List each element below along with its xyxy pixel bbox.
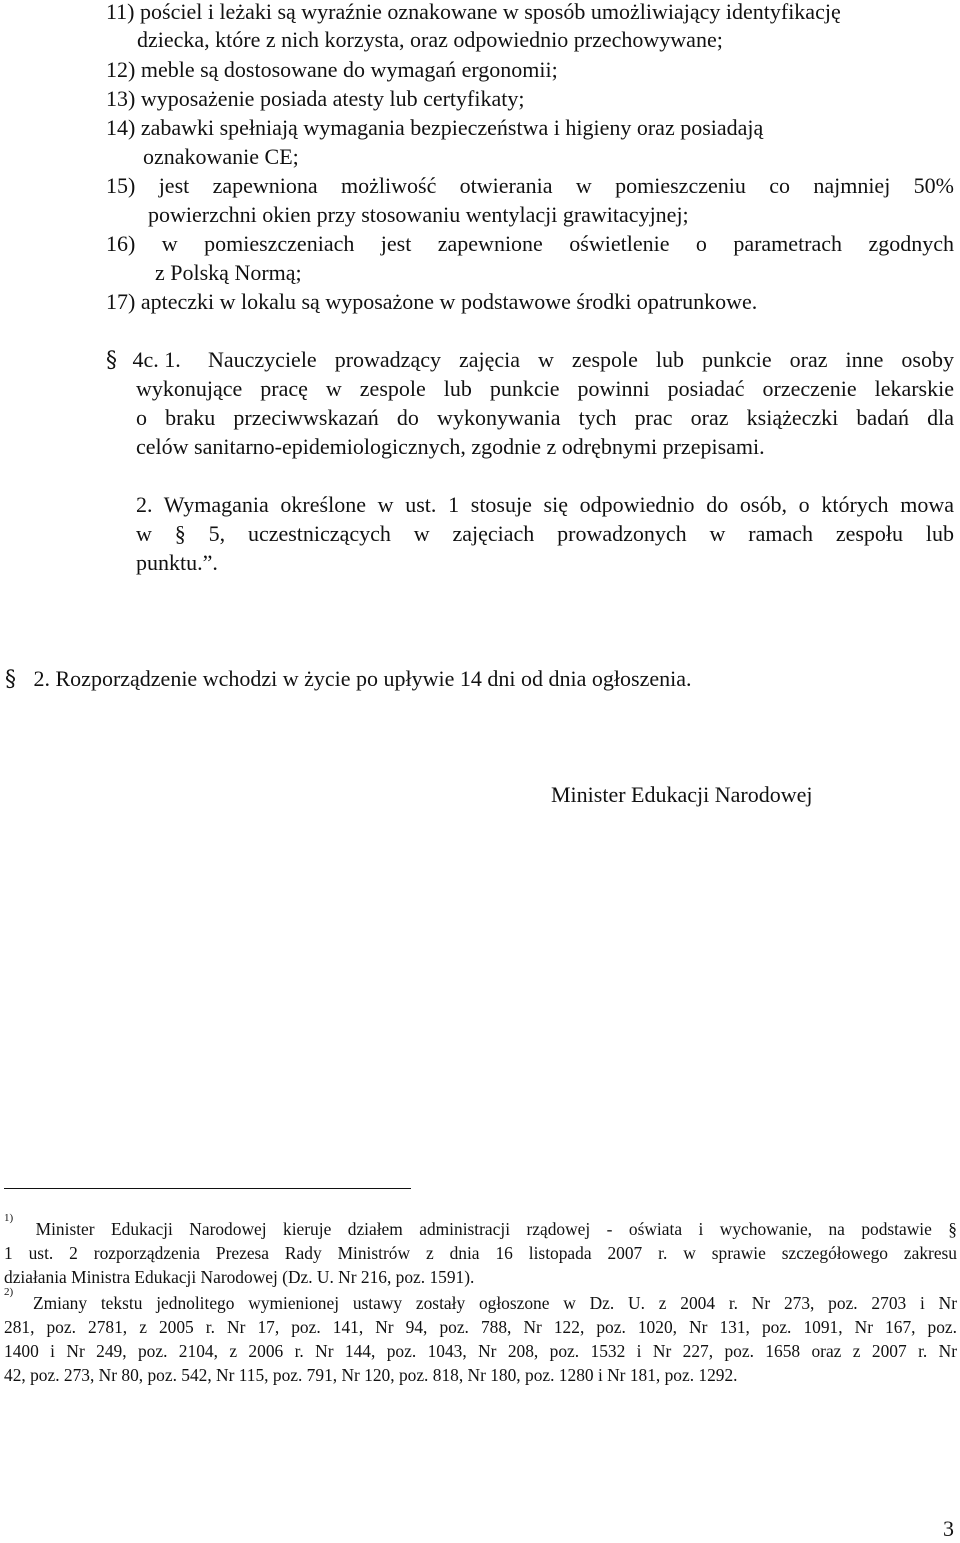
list-item-15-continuation: powierzchni okien przy stosowaniu wentylacji grawitacyjnej; — [148, 202, 689, 227]
list-item-16-continuation: z Polską Normą; — [155, 260, 302, 285]
list-item-16 — [106, 230, 954, 258]
footnote-text: Minister Edukacji Narodowej kieruje działem administracji rządowej - oświata i wychowanie, na podstawie § — [35, 1219, 957, 1239]
list-item-number: 15) — [106, 173, 136, 198]
footnote-mark: 2) — [4, 1286, 14, 1299]
section-2-text: 2. Rozporządzenie wchodzi w życie po upływie 14 dni od dnia ogłoszenia. — [33, 666, 692, 691]
signature: Minister Edukacji Narodowej — [551, 782, 813, 807]
list-item-text: pościel i leżaki są wyraźnie oznakowane w sposób umożliwiający identyfikację — [140, 0, 841, 24]
section-4c-p2-line: 2. Wymagania określone w ust. 1 stosuje się odpowiednio do osób, o których mowa — [136, 492, 954, 517]
section-4c-p2-line: punktu.”. — [136, 550, 218, 575]
footnote-separator — [4, 1188, 411, 1189]
list-item-number: 14) — [106, 115, 136, 140]
list-item-text: apteczki w lokalu są wyposażone w podstawowe środki opatrunkowe. — [140, 289, 758, 314]
section-4c-p1-line: wykonujące pracę w zespole lub punkcie powinni posiadać orzeczenie lekarskie — [136, 376, 954, 401]
list-item-number: 13) — [106, 86, 136, 111]
list-item-number: 17) — [106, 289, 136, 314]
footnote-text: Zmiany tekstu jednolitego wymienionej ustawy zostały ogłoszone w Dz. U. z 2004 r. Nr 273, poz. 2703 i Nr — [32, 1293, 957, 1313]
list-item-11 — [106, 0, 841, 26]
footnote-2-line: 281, poz. 2781, z 2005 r. Nr 17, poz. 141, Nr 94, poz. 788, Nr 122, poz. 1020, Nr 131, poz. 1091, Nr 167, poz. — [4, 1317, 957, 1337]
footnote-1-line: 1 ust. 2 rozporządzenia Prezesa Rady Ministrów z dnia 16 listopada 2007 r. w sprawie szczegółowego zakresu — [4, 1243, 957, 1263]
section-label: 4c. — [132, 347, 159, 372]
section-4c-p1-line: celów sanitarno-epidemiologicznych, zgodnie z odrębnymi przepisami. — [136, 434, 765, 459]
list-item-12 — [106, 56, 558, 84]
list-item-11-continuation: dziecka, które z nich korzysta, oraz odpowiednio przechowywane; — [137, 27, 723, 52]
footnote-1-line: działania Ministra Edukacji Narodowej (Dz. U. Nr 216, poz. 1591). — [4, 1267, 475, 1287]
list-item-text: wyposażenie posiada atesty lub certyfikaty; — [140, 86, 525, 111]
list-item-text: jest zapewniona możliwość otwierania w pomieszczeniu co najmniej 50% — [158, 173, 954, 198]
list-item-text: zabawki spełniają wymagania bezpieczeństwa i higieny oraz posiadają — [140, 115, 764, 140]
list-item-17 — [106, 288, 757, 316]
section-4c-p1-line: o braku przeciwwskazań do wykonywania tych prac oraz książeczki badań dla — [136, 405, 954, 430]
paragraph-number: 1. — [164, 347, 181, 372]
list-item-text: w pomieszczeniach jest zapewnione oświetlenie o parametrach zgodnych — [161, 231, 954, 256]
footnote-2-line: 1400 i Nr 249, poz. 2104, z 2006 r. Nr 144, poz. 1043, Nr 208, poz. 1532 i Nr 227, poz. 1658 oraz z 2007 r. Nr — [4, 1341, 957, 1361]
section-2 — [5, 665, 691, 694]
list-item-number: 11) — [106, 0, 135, 24]
list-item-13 — [106, 85, 524, 113]
list-item-14-continuation: oznakowanie CE; — [143, 144, 299, 169]
section-sign-icon: § — [106, 348, 117, 373]
section-4c-p1-line: Nauczyciele prowadzący zajęcia w zespole lub punkcie oraz inne osoby — [208, 347, 954, 372]
section-4c-p2-line: w § 5, uczestniczących w zajęciach prowadzonych w ramach zespołu lub — [136, 521, 954, 546]
footnote-2-line: 42, poz. 273, Nr 80, poz. 542, Nr 115, poz. 791, Nr 120, poz. 818, Nr 180, poz. 1280 i Nr 181, poz. 1292. — [4, 1365, 738, 1385]
section-4c-heading — [106, 346, 181, 375]
list-item-14 — [106, 114, 763, 142]
list-item-number: 12) — [106, 57, 136, 82]
list-item-number: 16) — [106, 231, 136, 256]
footnote-2 — [4, 1286, 957, 1314]
section-sign-icon: § — [5, 667, 16, 692]
page-number: 3 — [943, 1516, 954, 1541]
list-item-text: meble są dostosowane do wymagań ergonomii; — [140, 57, 558, 82]
footnote-1 — [4, 1212, 957, 1240]
list-item-15 — [106, 172, 954, 200]
footnote-mark: 1) — [4, 1212, 14, 1225]
